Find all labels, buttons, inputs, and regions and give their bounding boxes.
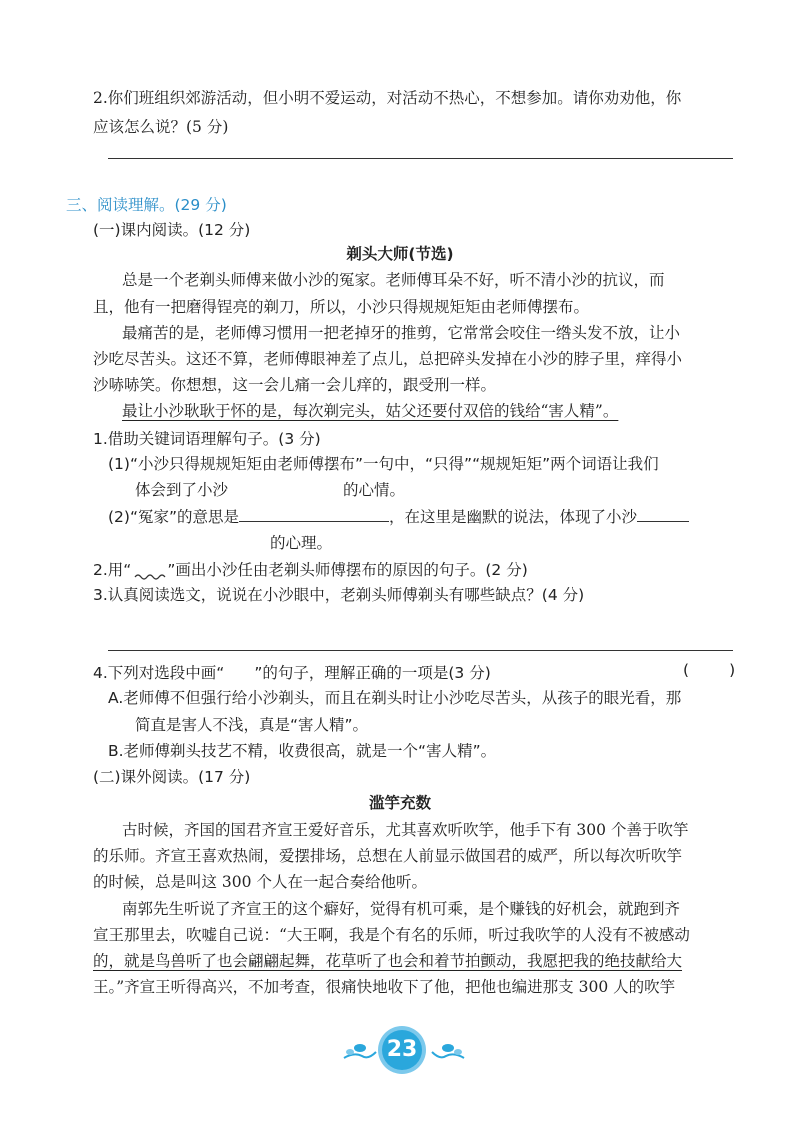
part1-q1-sub2-text-b: ，在这里是幽默的说法，体现了小沙	[389, 508, 638, 526]
part1-q1-sub1-text-a: 体会到了小沙	[135, 481, 229, 499]
part1-q4-text-b: ”的句子，理解正确的一项是(3 分)	[254, 664, 491, 682]
left-sprout-icon	[340, 1038, 380, 1064]
part1-q1-sub2-line1	[108, 505, 689, 527]
part1-q1-sub2-line2: 的心理。	[270, 534, 333, 552]
part2-p2-line2: 宣王那里去，吹嘘自己说：“大王啊，我是个有名的乐师，听过我吹竽的人没有不被感动	[93, 926, 690, 944]
part1-q1-stem: 1.借助关键词语理解句子。(3 分)	[93, 430, 321, 448]
part1-q2-text-b: ”画出小沙任由老剃头师傅摆布的原因的句子。(2 分)	[167, 561, 528, 579]
part1-q1-sub1-line2	[135, 478, 405, 500]
part1-p3-underlined-sentence: 最让小沙耿耿于怀的是，每次剃完头，姑父还要付双倍的钱给“害人精”。	[122, 402, 619, 420]
section-heading: 三、阅读理解。(29 分)	[66, 196, 227, 214]
part2-label: (二)课外阅读。(17 分)	[93, 768, 251, 786]
part1-q4-option-a-line1[interactable]: A.老师傅不但强行给小沙剃头，而且在剃头时让小沙吃尽苦头，从孩子的眼光看，那	[108, 689, 682, 707]
part1-q4-option-a-line2[interactable]: 简直是害人不浅，真是“害人精”。	[135, 716, 369, 734]
part1-q1-sub2-text-a: (2)“冤家”的意思是	[108, 508, 240, 526]
part1-q2-text-a: 2.用“	[93, 561, 132, 579]
paren-close: )	[729, 661, 736, 679]
part2-title: 滥竽充数	[368, 794, 431, 812]
part2-p1-line3: 的时候，总是叫这 300 个人在一起合奏给他听。	[93, 873, 427, 891]
part1-q2-line	[93, 558, 528, 580]
part1-q3-text: 3.认真阅读选文，说说在小沙眼中，老剃头师傅剃头有哪些缺点？(4 分)	[93, 586, 585, 604]
part2-p1-line1: 古时候，齐国的国君齐宣王爱好音乐，尤其喜欢听吹竽，他手下有 300 个善于吹竽	[122, 821, 689, 839]
part1-p2-line3: 沙哧哧笑。你想想，这一会儿痛一会儿痒的，跟受刑一样。	[93, 376, 497, 394]
part1-q1-sub2-blank2[interactable]	[637, 521, 689, 522]
right-sprout-icon	[428, 1038, 468, 1064]
part1-p2-line2: 沙吃尽苦头。这还不算，老师傅眼神差了点儿，总把碎头发掉在小沙的脖子里，痒得小	[93, 350, 683, 368]
part2-p2-line3: 的，就是鸟兽听了也会翩翩起舞，花草听了也会和着节拍颤动，我愿把我的绝技献给大	[93, 952, 683, 970]
part1-p2-line1: 最痛苦的是，老师傅习惯用一把老掉牙的推剪，它常常会咬住一绺头发不放，让小	[122, 324, 681, 342]
page-number-badge: 23	[382, 1030, 422, 1070]
part2-p2-line4: 王。”齐宣王听得高兴，不加考查，很痛快地收下了他，把他也编进那支 300 人的吹竽	[93, 978, 676, 996]
part1-label: (一)课内阅读。(12 分)	[93, 221, 251, 239]
part1-q1-sub1-blank[interactable]	[228, 494, 343, 495]
part1-q3-answer-line[interactable]	[108, 650, 733, 651]
part1-title: 剃头大师(节选)	[346, 245, 454, 263]
part1-q4-answer-paren[interactable]	[683, 661, 735, 679]
wavy-underline-mark	[131, 561, 167, 579]
part2-p2-line1: 南郭先生听说了齐宣王的这个癖好，觉得有机可乘，是个赚钱的好机会，就跑到齐	[122, 900, 681, 918]
part2-p1-line2: 的乐师。齐宣王喜欢热闹，爱摆排场，总想在人前显示做国君的威严，所以每次听吹竽	[93, 847, 683, 865]
paren-open: (	[683, 661, 690, 679]
q2-text-line2: 应该怎么说？(5 分)	[93, 118, 229, 136]
part1-q4-stem	[93, 661, 491, 683]
part1-q4-text-a: 4.下列对选段中画“	[93, 664, 225, 682]
part1-q1-sub1-text-b: 的心情。	[343, 481, 406, 499]
q2-text-line1: 2.你们班组织郊游活动，但小明不爱运动，对活动不热心，不想参加。请你劝劝他，你	[93, 89, 682, 107]
part1-p1-line1: 总是一个老剃头师傅来做小沙的冤家。老师傅耳朵不好，听不清小沙的抗议，而	[122, 271, 665, 289]
part1-q4-option-b[interactable]: B.老师傅剃头技艺不精，收费很高，就是一个“害人精”。	[108, 742, 497, 760]
part1-q1-sub1-line1: (1)“小沙只得规规矩矩由老师傅摆布”一句中，“只得”“规规矩矩”两个词语让我们	[108, 455, 659, 473]
part1-p1-line2: 且，他有一把磨得锃亮的剃刀，所以，小沙只得规规矩矩由老师傅摆布。	[93, 298, 590, 316]
q2-answer-line[interactable]	[108, 158, 733, 159]
part1-q1-sub2-blank1[interactable]	[239, 521, 389, 522]
